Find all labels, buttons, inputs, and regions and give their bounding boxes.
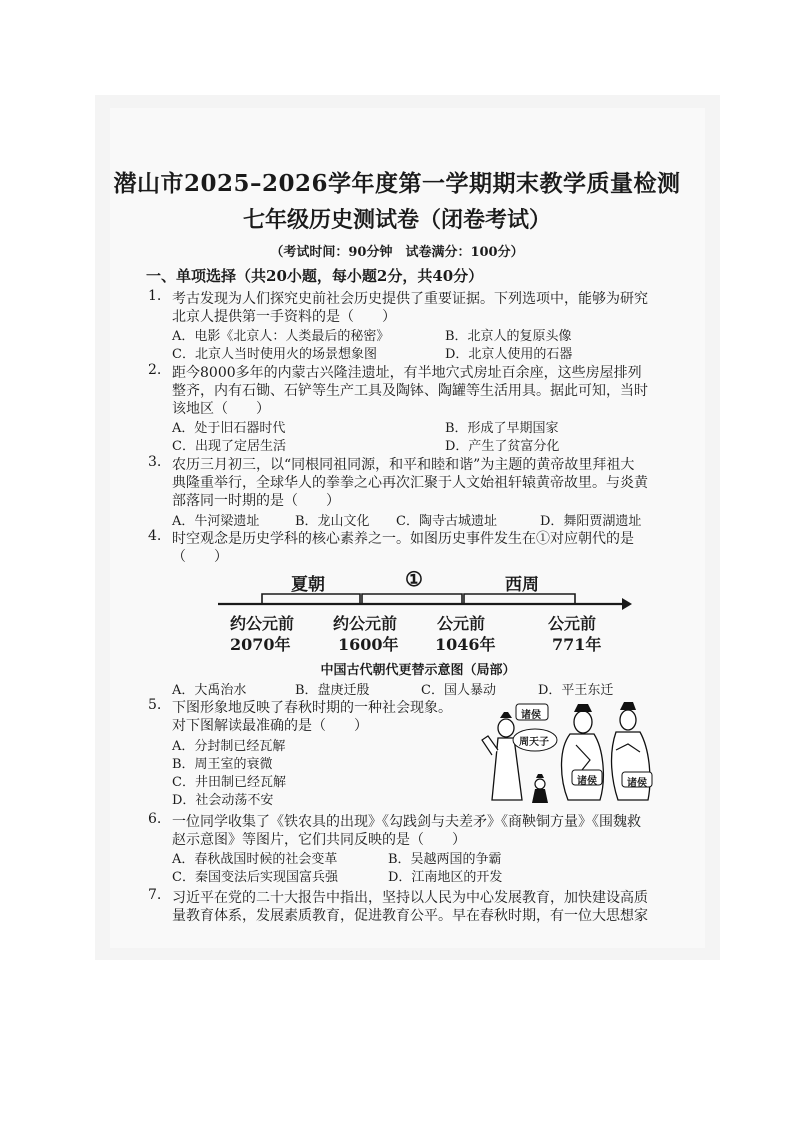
- option-a: A．大禹治水: [172, 683, 247, 698]
- question-text: 部落同一时期的是（ ）: [172, 493, 340, 509]
- question-text: （ ）: [172, 549, 228, 565]
- question-text: 该地区（ ）: [172, 401, 270, 417]
- bracket-western-zhou: [464, 594, 575, 604]
- question-number: 6.: [148, 811, 162, 827]
- option-c: C．出现了定居生活: [172, 439, 286, 454]
- option-c: C．陶寺古城遗址: [396, 514, 497, 529]
- option-a: A．牛河梁遗址: [172, 514, 260, 529]
- option-d: D．北京人使用的石器: [445, 347, 573, 362]
- date-label-bottom: 1046年: [435, 635, 496, 654]
- option-b: B．吴越两国的争霸: [388, 852, 502, 867]
- cartoon-label: 诸侯: [577, 776, 597, 787]
- question-text: 农历三月初三，以“同根同祖同源，和平和睦和谐”为主题的黄帝故里拜祖大: [172, 457, 635, 473]
- cartoon-illustration: [478, 700, 653, 805]
- date-label-bottom: 1600年: [338, 635, 399, 654]
- option-a: A．春秋战国时候的社会变革: [172, 852, 338, 867]
- option-d: D．舞阳贾湖遗址: [540, 514, 642, 529]
- option-d: D．平王东迁: [538, 683, 614, 698]
- question-text: 对下图解读最准确的是（ ）: [172, 718, 368, 734]
- option-b: B．形成了早期国家: [445, 421, 559, 436]
- period-unknown: ①: [405, 567, 423, 591]
- option-a: A．电影《北京人：人类最后的秘密》: [172, 329, 390, 344]
- exam-title: 潜山市2025–2026学年度第一学期期末教学质量检测: [113, 170, 681, 197]
- cartoon-label: 周天子: [519, 737, 549, 748]
- option-a: A．处于旧石器时代: [172, 421, 286, 436]
- option-d: D．社会动荡不安: [172, 793, 274, 808]
- question-text: 时空观念是历史学科的核心素养之一。如图历史事件发生在①对应朝代的是: [172, 531, 634, 547]
- option-d: D．产生了贫富分化: [445, 439, 560, 454]
- question-number: 4.: [148, 528, 162, 544]
- date-label-top: 约公元前: [333, 614, 398, 633]
- option-c: C．北京人当时使用火的场景想象图: [172, 347, 377, 362]
- timeline-arrow: [622, 598, 632, 610]
- exam-info: （考试时间：90分钟 试卷满分：100分）: [270, 245, 524, 260]
- question-text: 习近平在党的二十大报告中指出，坚持以人民为中心发展教育，加快建设高质: [172, 890, 648, 906]
- question-number: 7.: [148, 887, 162, 903]
- exam-subtitle: 七年级历史测试卷（闭卷考试）: [242, 207, 551, 233]
- question-text: 北京人提供第一手资料的是（ ）: [172, 309, 396, 325]
- question-number: 1.: [148, 288, 162, 304]
- date-label-top: 公元前: [437, 614, 486, 633]
- question-text: 距今8000多年的内蒙古兴隆洼遗址，有半地穴式房址百余座，这些房屋排列: [172, 365, 642, 381]
- period-western-zhou: 西周: [505, 575, 539, 595]
- question-number: 5.: [148, 697, 162, 713]
- cartoon-label: 诸侯: [627, 778, 647, 789]
- question-number: 3.: [148, 454, 162, 470]
- date-label-top: 公元前: [548, 614, 597, 633]
- period-xia: 夏朝: [291, 575, 325, 595]
- option-c: C．国人暴动: [421, 683, 496, 698]
- bracket-period-1: [362, 594, 462, 604]
- cartoon-label: 诸侯: [521, 710, 541, 721]
- timeline-caption: 中国古代朝代更替示意图（局部）: [320, 663, 516, 678]
- question-text: 量教育体系，发展素质教育，促进教育公平。早在春秋时期，有一位大思想家: [172, 908, 648, 924]
- option-b: B．龙山文化: [295, 514, 370, 529]
- question-number: 2.: [148, 362, 162, 378]
- option-b: B．盘庚迁殷: [295, 683, 370, 698]
- king-figure: [532, 774, 548, 803]
- question-text: 考古发现为人们探究史前社会历史提供了重要证据。下列选项中，能够为研究: [172, 291, 648, 307]
- option-c: C．秦国变法后实现国富兵强: [172, 870, 338, 885]
- bracket-xia: [262, 594, 360, 604]
- option-d: D．江南地区的开发: [388, 870, 503, 885]
- question-text: 下图形象地反映了春秋时期的一种社会现象。: [172, 700, 452, 716]
- question-text: 一位同学收集了《铁农具的出现》《勾践剑与夫差矛》《商鞅铜方量》《围魏救: [172, 814, 641, 830]
- date-label-bottom: 2070年: [230, 635, 291, 654]
- date-label-bottom: 771年: [552, 635, 602, 654]
- option-c: C．井田制已经瓦解: [172, 775, 286, 790]
- option-b: B．周王室的衰微: [172, 757, 273, 772]
- date-label-top: 约公元前: [230, 614, 295, 633]
- question-text: 整齐，内有石锄、石铲等生产工具及陶钵、陶罐等生活用具。据此可知，当时: [172, 383, 648, 399]
- option-b: B．北京人的复原头像: [445, 329, 572, 344]
- option-a: A．分封制已经瓦解: [172, 739, 286, 754]
- question-text: 典隆重举行，全球华人的拳拳之心再次汇聚于人文始祖轩辕黄帝故里。与炎黄: [172, 475, 648, 491]
- section-heading: 一、单项选择（共20小题，每小题2分，共40分）: [146, 267, 484, 285]
- lord-figure-left: [482, 712, 522, 800]
- question-text: 赵示意图》等图片，它们共同反映的是（ ）: [172, 832, 466, 848]
